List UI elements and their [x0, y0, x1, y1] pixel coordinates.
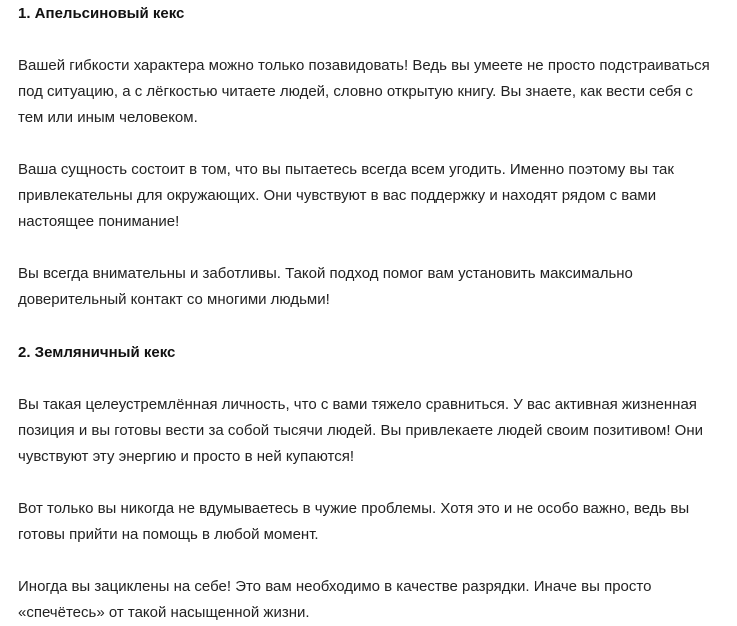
paragraph-line: Вы всегда внимательны и заботливы. Такой подход помог вам установить максимально — [18, 265, 633, 282]
paragraph — [18, 496, 718, 548]
paragraph — [18, 53, 718, 131]
section-heading-orange-cupcake: 1. Апельсиновый кекс — [18, 5, 185, 22]
paragraph-line: Иногда вы зациклены на себе! Это вам необходимо в качестве разрядки. Иначе вы просто — [18, 578, 652, 595]
paragraph-line: под ситуацию, а с лёгкостью читаете людей, словно открытую книгу. Вы знаете, как вести себя с — [18, 83, 693, 100]
paragraph — [18, 392, 718, 470]
section-heading-strawberry-cupcake: 2. Земляничный кекс — [18, 344, 176, 361]
paragraph — [18, 574, 718, 626]
paragraph-line: доверительный контакт со многими людьми! — [18, 291, 330, 308]
paragraph-line: тем или иным человеком. — [18, 109, 198, 126]
paragraph-line: позиция и вы готовы вести за собой тысячи людей. Вы привлекаете людей своим позитивом! Они — [18, 422, 703, 439]
paragraph-line: готовы прийти на помощь в любой момент. — [18, 526, 319, 543]
paragraph-line: привлекательны для окружающих. Они чувствуют в вас поддержку и находят рядом с вами — [18, 187, 657, 204]
paragraph-line: Вот только вы никогда не вдумываетесь в чужие проблемы. Хотя это и не особо важно, ведь вы — [18, 500, 690, 517]
paragraph-line: настоящее понимание! — [18, 213, 180, 230]
paragraph-line: чувствуют эту энергию и просто в ней купаются! — [18, 448, 354, 465]
paragraph — [18, 157, 718, 235]
paragraph-line: Вы такая целеустремлённая личность, что с вами тяжело сравниться. У вас активная жизненная — [18, 396, 697, 413]
paragraph — [18, 261, 718, 313]
paragraph-line: «спечётесь» от такой насыщенной жизни. — [18, 604, 310, 621]
paragraph-line: Ваша сущность состоит в том, что вы пытаетесь всегда всем угодить. Именно поэтому вы так — [18, 161, 674, 178]
paragraph-line: Вашей гибкости характера можно только позавидовать! Ведь вы умеете не просто подстраиваться — [18, 57, 710, 74]
